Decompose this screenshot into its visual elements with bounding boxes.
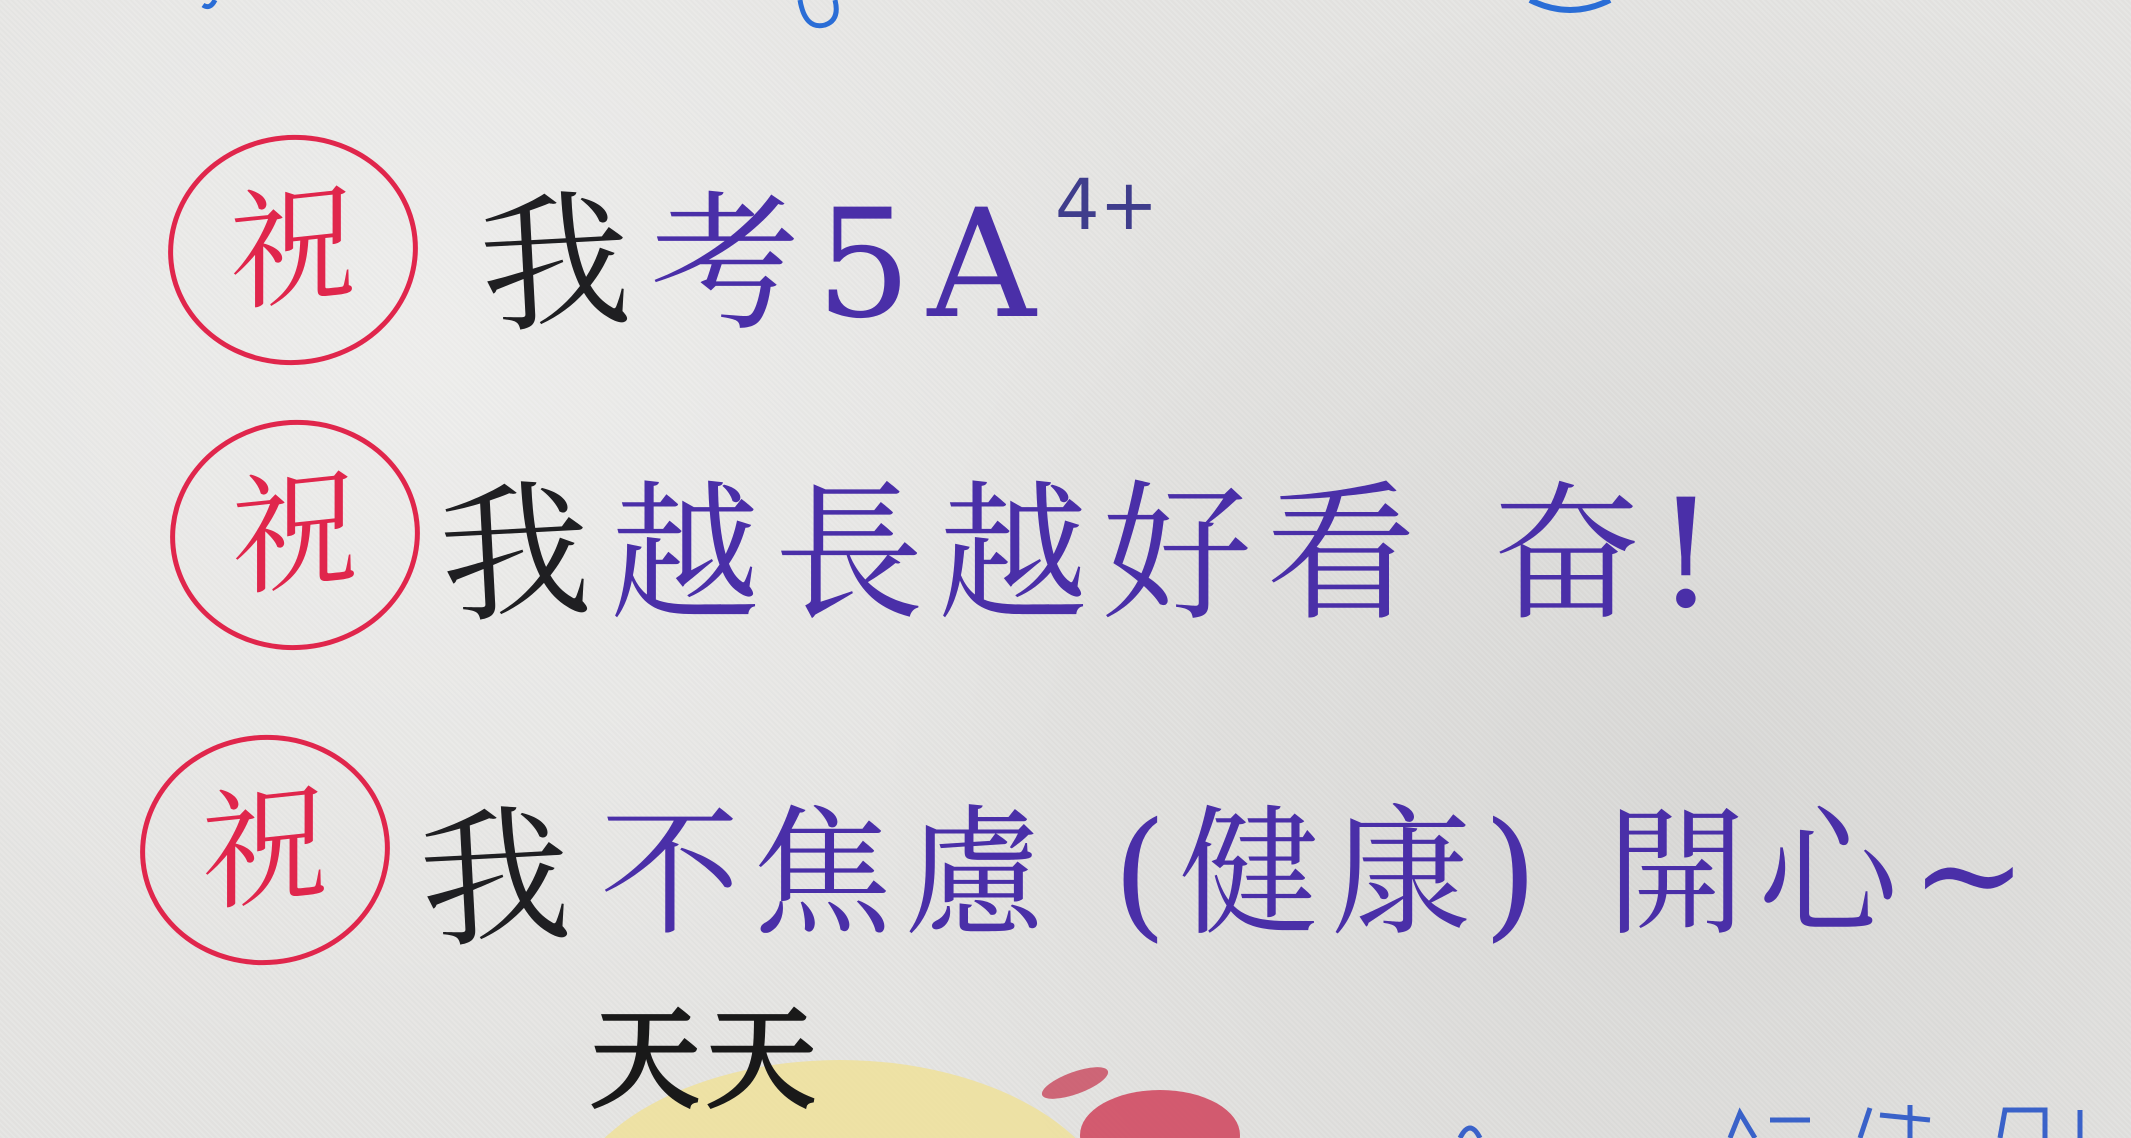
wish-stamp-circle	[159, 408, 432, 663]
sun-cheek-mark	[1038, 1061, 1111, 1106]
wish-stamp-char: 祝	[231, 452, 359, 617]
wish-subject: 我	[435, 464, 595, 646]
wish-superscript: 4+	[1055, 164, 1159, 246]
wish-stamp-char: 祝	[229, 167, 357, 332]
bottom-label: 天天	[590, 1000, 822, 1124]
wish-subject: 我	[415, 789, 575, 971]
wish-line-2	[0, 410, 2131, 670]
wish-line-3	[0, 725, 2131, 985]
wish-text: 考5A	[650, 178, 1052, 352]
wish-stamp-circle	[129, 723, 402, 978]
wish-stamp-char: 祝	[201, 767, 329, 932]
wish-text: 不焦慮 (健康) 開心~	[600, 793, 2040, 956]
wish-subject: 我	[475, 174, 635, 356]
wish-text: 越長越好看 奋!	[610, 468, 1730, 642]
wish-line-1	[0, 120, 2131, 380]
bottom-illustration	[0, 1000, 2131, 1138]
top-ink-scribble	[0, 0, 2131, 60]
wish-stamp-circle	[157, 123, 430, 378]
bottom-blue-ink-scribble	[1440, 1100, 2131, 1138]
sun-cheek-blush	[1080, 1090, 1240, 1138]
